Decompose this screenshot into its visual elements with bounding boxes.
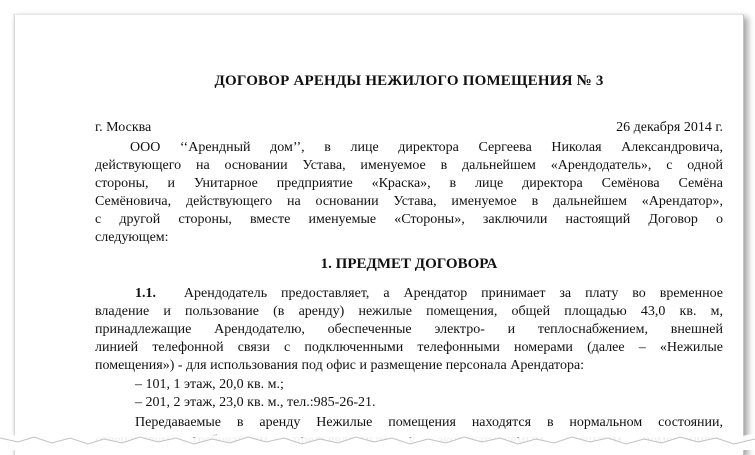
preamble-line: ООО ‘‘Арендный дом’’, в лице директора Сергеева Николая Александровича, xyxy=(130,140,723,155)
clause-text: Арендодатель предоставляет, а Арендатор принимает за плату во временное xyxy=(183,286,724,301)
document-title: ДОГОВОР АРЕНДЫ НЕЖИЛОГО ПОМЕЩЕНИЯ № 3 xyxy=(214,73,604,89)
clause-1-1-first-line xyxy=(135,285,723,303)
clause-number: 1.1. xyxy=(135,286,156,301)
premises-list-item: – 201, 2 этаж, 23,0 кв. м., тел.:985-26-21. xyxy=(135,395,376,410)
preamble-line: Семёновича, действующего на основании Устава, именуемое в дальнейшем «Арендатор», xyxy=(95,194,723,209)
document-page xyxy=(14,14,744,455)
preamble-line: с другой стороны, вместе именуемые «Стороны», заключили настоящий Договор о xyxy=(95,212,723,227)
clause-line: принадлежащие Арендодателю, обеспеченные электро- и теплоснабжением, внешней xyxy=(95,322,723,337)
preamble-line: действующего на основании Устава, именуемое в дальнейшем «Арендодатель», с одной xyxy=(95,158,723,173)
section-heading: 1. ПРЕДМЕТ ДОГОВОРА xyxy=(320,256,498,272)
clause-line: помещения») - для использования под офис и размещение персонала Арендатора: xyxy=(95,358,585,373)
preamble-line: следующем: xyxy=(95,230,169,245)
premises-list-item: – 101, 1 этаж, 20,0 кв. м.; xyxy=(135,377,284,392)
contract-date: 26 декабря 2014 г. xyxy=(616,120,723,135)
torn-paper-edge xyxy=(0,418,755,450)
paragraph-line: Передаваемые в аренду Нежилые помещения находятся в нормальном состоянии, xyxy=(135,415,723,430)
city: г. Москва xyxy=(95,120,152,135)
clause-line: линией телефонной связи с подключенными телефонными номерами (далее – «Нежилые xyxy=(95,340,723,355)
preamble-line: стороны, и Унитарное предприятие «Краска», в лице директора Семёнова Семёна xyxy=(95,176,723,191)
clause-line: владение и пользование (в аренду) нежилые помещения, общей площадью 43,0 кв. м, xyxy=(95,304,723,319)
